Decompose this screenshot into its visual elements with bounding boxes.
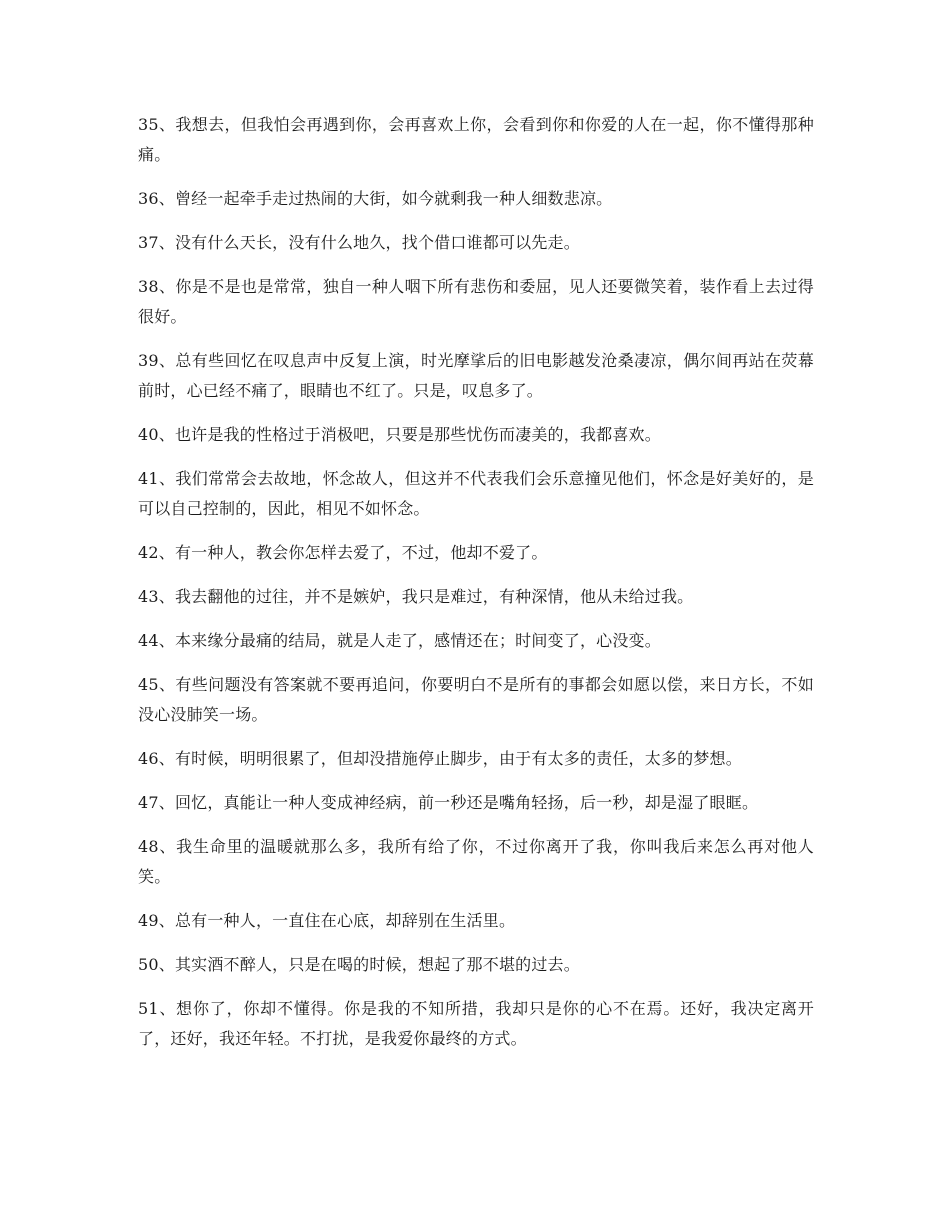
document-body	[138, 110, 814, 1068]
paragraph-42: 42、有一种人，教会你怎样去爱了，不过，他却不爱了。	[138, 543, 548, 562]
paragraph-47: 47、回忆，真能让一种人变成神经病，前一秒还是嘴角轻扬，后一秒，却是湿了眼眶。	[138, 793, 759, 812]
paragraph-43: 43、我去翻他的过往，并不是嫉妒，我只是难过，有种深情，他从未给过我。	[138, 587, 694, 606]
paragraph-41: 41、我们常常会去故地，怀念故人，但这并不代表我们会乐意撞见他们，怀念是好美好的，是可以自己控制的，因此，相见不如怀念。	[138, 469, 814, 518]
paragraph-36: 36、曾经一起牵手走过热闹的大街，如今就剩我一种人细数悲凉。	[138, 189, 613, 208]
paragraph-35: 35、我想去，但我怕会再遇到你，会再喜欢上你，会看到你和你爱的人在一起，你不懂得那种痛。	[138, 115, 814, 164]
paragraph-40: 40、也许是我的性格过于消极吧，只要是那些忧伤而凄美的，我都喜欢。	[138, 425, 661, 444]
paragraph-51: 51、想你了，你却不懂得。你是我的不知所措，我却只是你的心不在焉。还好，我决定离开了，还好，我还年轻。不打扰，是我爱你最终的方式。	[138, 999, 814, 1048]
paragraph-38: 38、你是不是也是常常，独自一种人咽下所有悲伤和委屈，见人还要微笑着，装作看上去过得很好。	[138, 277, 814, 326]
paragraph-45: 45、有些问题没有答案就不要再追问，你要明白不是所有的事都会如愿以偿，来日方长，不如没心没肺笑一场。	[138, 675, 814, 724]
paragraph-37: 37、没有什么天长，没有什么地久，找个借口谁都可以先走。	[138, 233, 580, 252]
paragraph-49: 49、总有一种人，一直住在心底，却辞别在生活里。	[138, 911, 516, 930]
paragraph-48: 48、我生命里的温暖就那么多，我所有给了你，不过你离开了我，你叫我后来怎么再对他人笑。	[138, 837, 814, 886]
paragraph-44: 44、本来缘分最痛的结局，就是人走了，感情还在；时间变了，心没变。	[138, 631, 661, 650]
paragraph-46: 46、有时候，明明很累了，但却没措施停止脚步，由于有太多的责任，太多的梦想。	[138, 749, 742, 768]
paragraph-39: 39、总有些回忆在叹息声中反复上演，时光摩挲后的旧电影越发沧桑凄凉，偶尔间再站在荧幕前时，心已经不痛了，眼睛也不红了。只是，叹息多了。	[138, 351, 814, 400]
paragraph-50: 50、其实酒不醉人，只是在喝的时候，想起了那不堪的过去。	[138, 955, 580, 974]
